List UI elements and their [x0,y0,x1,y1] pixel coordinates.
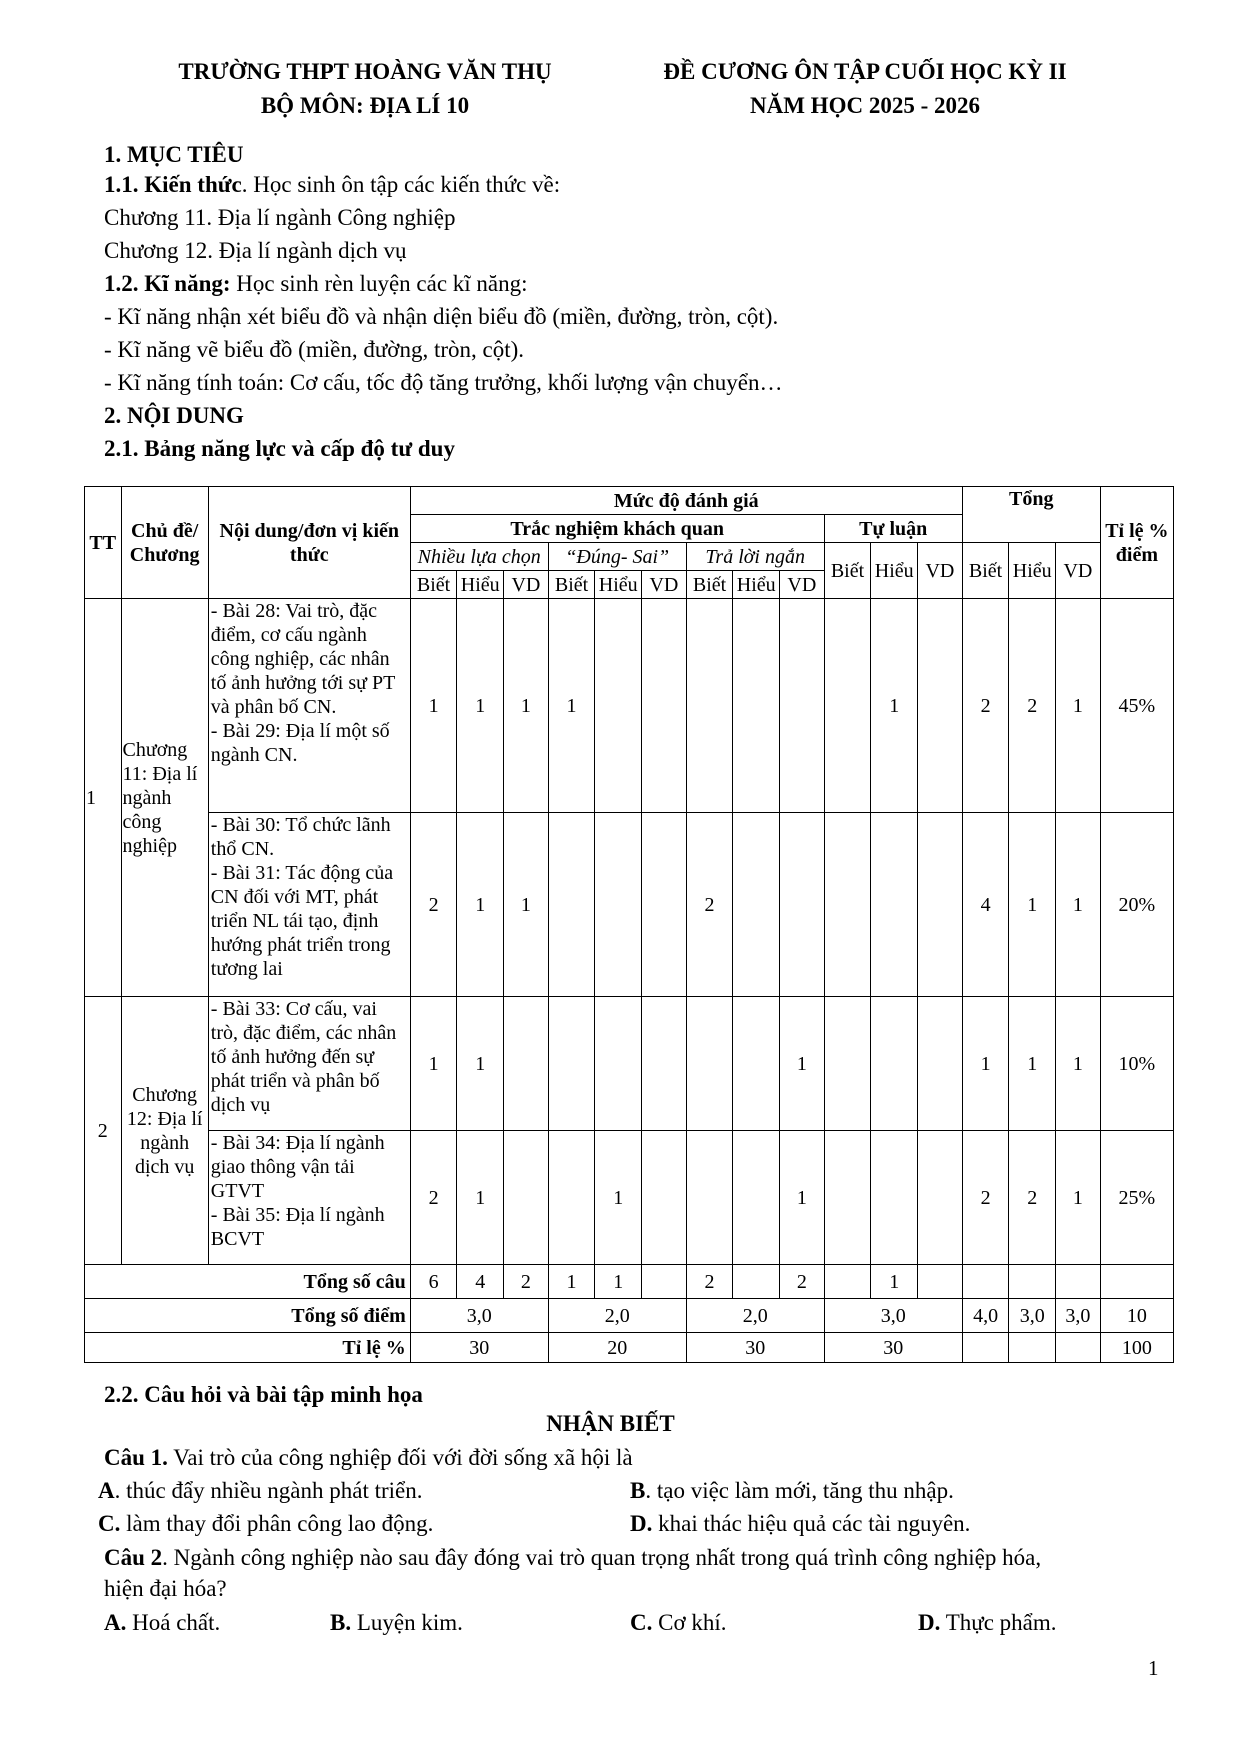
content-cell: - Bài 33: Cơ cấu, vai trò, đặc điểm, các nhân tố ảnh hưởng đến sự phát triển và phân bố dịch vụ [208,997,410,1131]
table-row [85,599,1174,813]
header-content: Nội dung/đơn vị kiến thức [208,487,410,599]
value-cell [733,599,780,813]
skills-text: Học sinh rèn luyện các kĩ năng: [230,271,528,296]
value-cell [918,997,963,1131]
q2-option-a [104,1608,220,1638]
value-cell: 30 [824,1333,962,1363]
value-cell [733,1131,780,1265]
header-multiple-choice: Nhiều lựa chọn [410,543,548,571]
value-cell [1009,1265,1056,1299]
value-cell: 4,0 [962,1299,1009,1333]
option-label: B [630,1478,646,1503]
option-label: A [98,1478,115,1503]
value-cell: 3,0 [410,1299,548,1333]
level-header: Biết [824,543,871,599]
option-label: D. [630,1511,653,1536]
option-text: . thúc đẩy nhiều ngành phát triển. [114,1478,423,1503]
table-heading: 2.1. Bảng năng lực và cấp độ tư duy [104,436,455,461]
knowledge-line [104,170,560,200]
skills-line [104,269,528,299]
option-label: B. [330,1610,352,1635]
ratio-label: Tỉ lệ % [85,1333,411,1363]
value-cell [642,997,687,1131]
level-title: NHẬN BIẾT [546,1411,675,1436]
q1-option-b [630,1476,954,1506]
option-text: . tạo việc làm mới, tăng thu nhập. [645,1478,954,1503]
value-cell [1056,1333,1101,1363]
chapter-number: 2 [85,997,122,1265]
option-label: C. [630,1610,653,1635]
ratio-cell: 25% [1100,1131,1173,1265]
value-cell [1056,1265,1101,1299]
value-cell [733,997,780,1131]
value-cell: 1 [1009,813,1056,997]
value-cell: 3,0 [1009,1299,1056,1333]
value-cell: 1 [548,1265,595,1299]
ratio-cell: 10% [1100,997,1173,1131]
value-cell [918,1265,963,1299]
value-cell: 10 [1100,1299,1173,1333]
option-text: Hoá chất. [126,1610,221,1635]
level-header: VD [1056,543,1101,599]
ratio-cell: 20% [1100,813,1173,997]
value-cell: 2 [1009,1131,1056,1265]
value-cell [918,813,963,997]
value-cell: 1 [457,813,504,997]
level-header: Hiểu [871,543,918,599]
value-cell [962,1333,1009,1363]
value-cell [504,1131,549,1265]
value-cell: 1 [1056,813,1101,997]
knowledge-label: 1.1. Kiến thức [104,172,242,197]
level-header: Hiểu [457,571,504,599]
value-cell: 3,0 [824,1299,962,1333]
question-1 [104,1443,633,1473]
content-cell: - Bài 28: Vai trò, đặc điểm, cơ cấu ngành công nghiệp, các nhân tố ảnh hưởng tới sự PT và phân bố CN. - Bài 29: Địa lí một số ngành CN. [208,599,410,813]
table-row [85,1131,1174,1265]
level-header: Hiểu [1009,543,1056,599]
level-header: Biết [962,543,1009,599]
value-cell [780,813,825,997]
value-cell [686,997,733,1131]
value-cell [824,1265,871,1299]
value-cell: 1 [457,997,504,1131]
value-cell: 2 [780,1265,825,1299]
value-cell: 2 [686,813,733,997]
value-cell: 1 [595,1131,642,1265]
value-cell [962,1265,1009,1299]
table-row [85,997,1174,1131]
value-cell: 3,0 [1056,1299,1101,1333]
question-1-label: Câu 1. [104,1445,168,1470]
ratio-row [85,1333,1174,1363]
value-cell: 1 [871,599,918,813]
level-header: VD [504,571,549,599]
school-name: TRƯỜNG THPT HOÀNG VĂN THỤ [178,59,552,84]
content-heading: 2. NỘI DUNG [104,403,244,428]
value-cell: 1 [962,997,1009,1131]
question-2-label: Câu 2 [104,1545,163,1570]
value-cell: 2 [1009,599,1056,813]
value-cell: 1 [871,1265,918,1299]
value-cell [504,997,549,1131]
value-cell [871,1131,918,1265]
level-header: VD [918,543,963,599]
value-cell: 2,0 [686,1299,824,1333]
header-short-answer: Trả lời ngắn [686,543,824,571]
value-cell [686,1131,733,1265]
ratio-cell: 45% [1100,599,1173,813]
level-header: Hiểu [595,571,642,599]
header-assessment: Mức độ đánh giá [410,487,962,515]
value-cell: 1 [410,599,457,813]
value-cell [824,1131,871,1265]
value-cell: 20 [548,1333,686,1363]
value-cell [642,1131,687,1265]
q2-option-c [630,1608,727,1638]
chapter-number: 1 [85,599,122,997]
value-cell [642,1265,687,1299]
skill-1: - Kĩ năng nhận xét biểu đồ và nhận diện biểu đồ (miền, đường, tròn, cột). [104,304,779,329]
value-cell [733,813,780,997]
option-text: Cơ khí. [652,1610,727,1635]
content-cell: - Bài 34: Địa lí ngành giao thông vận tải GTVT - Bài 35: Địa lí ngành BCVT [208,1131,410,1265]
level-header: Biết [548,571,595,599]
value-cell: 1 [457,599,504,813]
q2-option-d [918,1608,1057,1638]
header-essay: Tự luận [824,515,962,543]
question-2-cont: hiện đại hóa? [104,1576,227,1601]
level-header: Hiểu [733,571,780,599]
document-title: ĐỀ CƯƠNG ÔN TẬP CUỐI HỌC KỲ II [663,59,1067,84]
value-cell [548,813,595,997]
header-tt: TT [85,487,122,599]
value-cell [1100,1265,1173,1299]
header-true-false: “Đúng- Sai” [548,543,686,571]
objectives-heading: 1. MỤC TIÊU [104,142,244,167]
question-1-text: Vai trò của công nghiệp đối với đời sống xã hội là [167,1445,633,1470]
questions-heading: 2.2. Câu hỏi và bài tập minh họa [104,1382,423,1407]
chapter-name: Chương 11: Địa lí ngành công nghiệp [121,599,208,997]
value-cell: 6 [410,1265,457,1299]
value-cell: 2 [410,1131,457,1265]
value-cell [642,599,687,813]
sum-points-label: Tổng số điểm [85,1299,411,1333]
option-label: A. [104,1610,127,1635]
option-text: Thực phẩm. [940,1610,1057,1635]
value-cell [595,599,642,813]
value-cell: 1 [548,599,595,813]
value-cell: 1 [504,599,549,813]
value-cell: 2,0 [548,1299,686,1333]
sum-points-row [85,1299,1174,1333]
value-cell: 2 [686,1265,733,1299]
value-cell [595,813,642,997]
value-cell: 30 [410,1333,548,1363]
option-label: D. [918,1610,941,1635]
value-cell: 1 [1056,599,1101,813]
page-number: 1 [1148,1656,1159,1680]
value-cell [824,599,871,813]
table-row [85,813,1174,997]
value-cell [548,997,595,1131]
value-cell: 100 [1100,1333,1173,1363]
value-cell [918,599,963,813]
value-cell [871,997,918,1131]
q1-option-a [98,1476,423,1506]
value-cell [548,1131,595,1265]
value-cell [733,1265,780,1299]
skill-3: - Kĩ năng tính toán: Cơ cấu, tốc độ tăng trưởng, khối lượng vận chuyển… [104,370,783,395]
chapter-name: Chương 12: Địa lí ngành dịch vụ [121,997,208,1265]
level-header: VD [780,571,825,599]
skill-2: - Kĩ năng vẽ biểu đồ (miền, đường, tròn, cột). [104,337,525,362]
document-header [630,55,1100,123]
value-cell [871,813,918,997]
question-2-text: . Ngành công nghiệp nào sau đây đóng vai trò quan trọng nhất trong quá trình công nghiệp hóa, [162,1545,1042,1570]
value-cell: 1 [1009,997,1056,1131]
option-label: C. [98,1511,121,1536]
content-cell: - Bài 30: Tổ chức lãnh thổ CN. - Bài 31: Tác động của CN đối với MT, phát triển NL tái tạo, định hướng phát triển trong tương lai [208,813,410,997]
value-cell: 1 [780,1131,825,1265]
knowledge-text: . Học sinh ôn tập các kiến thức về: [241,172,561,197]
q1-option-c [98,1509,433,1539]
value-cell [595,997,642,1131]
q2-option-b [330,1608,463,1638]
skills-label: 1.2. Kĩ năng: [104,271,231,296]
option-text: Luyện kim. [351,1610,463,1635]
value-cell: 1 [504,813,549,997]
chapter11-line: Chương 11. Địa lí ngành Công nghiệp [104,205,456,230]
value-cell [824,813,871,997]
value-cell: 4 [457,1265,504,1299]
header-objective: Trắc nghiệm khách quan [410,515,824,543]
value-cell: 2 [962,1131,1009,1265]
value-cell: 1 [410,997,457,1131]
competency-table [84,486,1174,1363]
value-cell: 2 [962,599,1009,813]
value-cell: 1 [780,997,825,1131]
option-text: khai thác hiệu quả các tài nguyên. [652,1511,971,1536]
sum-questions-row [85,1265,1174,1299]
question-2 [104,1543,1041,1573]
value-cell [918,1131,963,1265]
value-cell: 1 [1056,997,1101,1131]
chapter12-line: Chương 12. Địa lí ngành dịch vụ [104,238,407,263]
value-cell: 1 [1056,1131,1101,1265]
school-year: NĂM HỌC 2025 - 2026 [750,93,980,118]
q1-option-d [630,1509,970,1539]
value-cell [686,599,733,813]
header-ratio: Tỉ lệ % điểm [1100,487,1173,599]
value-cell: 1 [595,1265,642,1299]
value-cell [824,997,871,1131]
option-text: làm thay đổi phân công lao động. [120,1511,434,1536]
header-topic: Chủ đề/ Chương [121,487,208,599]
value-cell: 2 [410,813,457,997]
level-header: VD [642,571,687,599]
value-cell [642,813,687,997]
value-cell [780,599,825,813]
header-total: Tổng [962,487,1100,543]
department-name: BỘ MÔN: ĐỊA LÍ 10 [260,93,470,118]
value-cell: 4 [962,813,1009,997]
value-cell: 30 [686,1333,824,1363]
value-cell: 2 [504,1265,549,1299]
school-header [150,55,580,123]
level-header: Biết [410,571,457,599]
value-cell: 1 [457,1131,504,1265]
level-header: Biết [686,571,733,599]
value-cell [1009,1333,1056,1363]
sum-questions-label: Tổng số câu [85,1265,411,1299]
